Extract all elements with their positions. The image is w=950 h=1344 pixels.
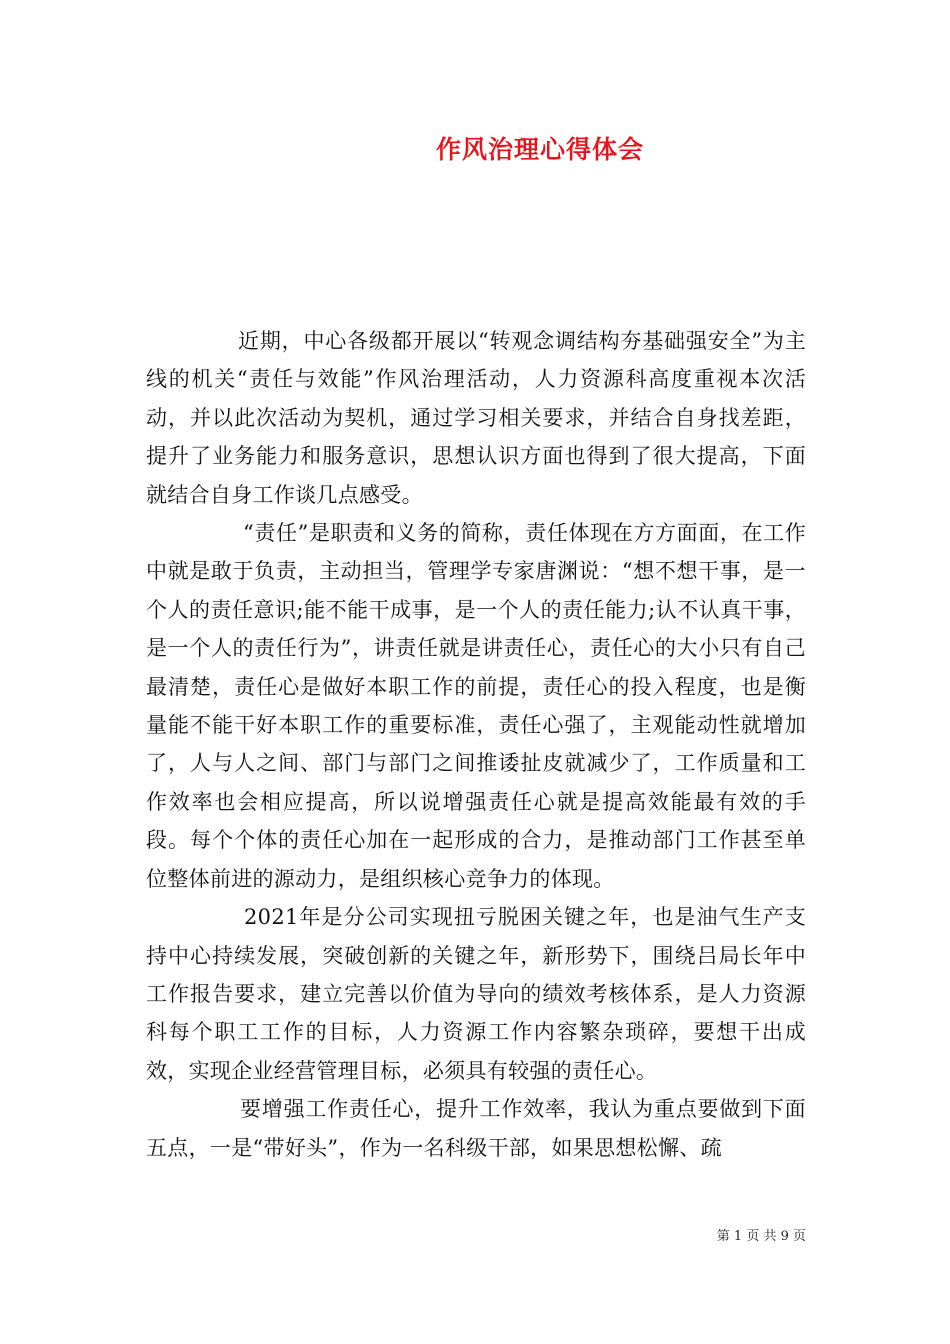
paragraph-five-points: 要增强工作责任心，提升工作效率，我认为重点要做到下面五点，一是“带好头”，作为一名科级干部，如果思想松懈、疏 xyxy=(146,1097,806,1160)
document-title: 作风治理心得体会 xyxy=(435,135,644,164)
paragraph-responsibility: “责任”是职责和义务的简称，责任体现在方方面面，在工作中就是敢于负责，主动担当，管理学专家唐渊说：“想不想干事，是一个人的责任意识;能不能干成事，是一个人的责任能力;认不认真干事，是一个人的责任行为”，讲责任就是讲责任心，责任心的大小只有自己最清楚，责任心是做好本职工作的前提，责任心的投入程度，也是衡量能不能干好本职工作的重要标准，责任心强了，主观能动性就增加了，人与人之间、部门与部门之间推诿扯皮就减少了，工作质量和工作效率也会相应提高，所以说增强责任心就是提高效能最有效的手段。每个个体的责任心加在一起形成的合力，是推动部门工作甚至单位整体前进的源动力，是组织核心竞争力的体现。 xyxy=(146,521,806,891)
paragraph-2021-goals: 2021年是分公司实现扭亏脱困关键之年，也是油气生产支持中心持续发展，突破创新的关键之年，新形势下，围绕吕局长年中工作报告要求，建立完善以价值为导向的绩效考核体系，是人力资源科每个职工工作的目标，人力资源工作内容繁杂琐碎，要想干出成效，实现企业经营管理目标，必须具有较强的责任心。 xyxy=(146,905,806,1083)
document-body xyxy=(146,322,806,1167)
page-number-footer: 第 1 页 共 9 页 xyxy=(716,1229,806,1244)
paragraph-intro: 近期，中心各级都开展以“转观念调结构夯基础强安全”为主线的机关“责任与效能”作风治理活动，人力资源科高度重视本次活动，并以此次活动为契机，通过学习相关要求，并结合自身找差距，提升了业务能力和服务意识，思想认识方面也得到了很大提高，下面就结合自身工作谈几点感受。 xyxy=(146,329,806,507)
